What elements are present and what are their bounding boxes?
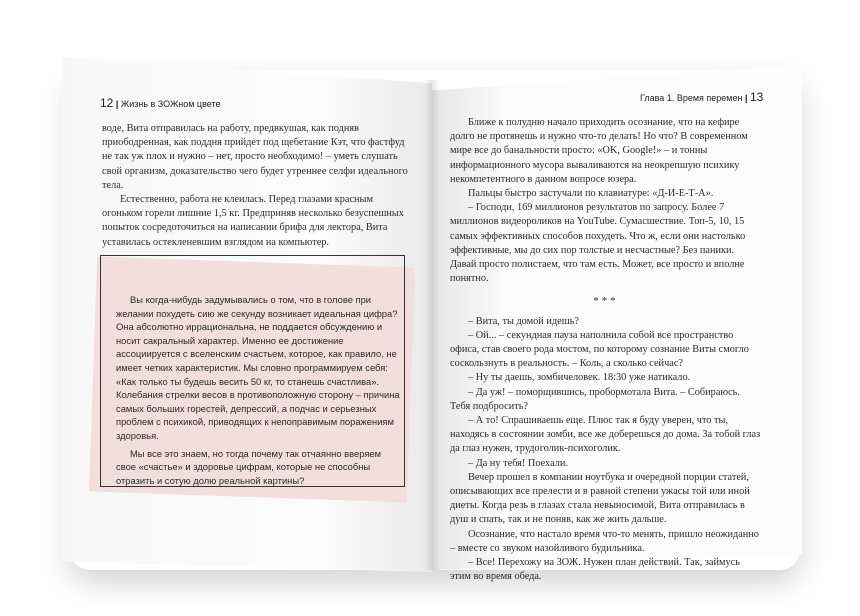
section-separator: *** <box>593 295 619 308</box>
left-page-header: 12 | Жизнь в ЗОЖном цвете <box>100 96 221 110</box>
paragraph: Осознание, что настало время что-то менять, пришло неожиданно – вместе со звуком назойливого будильника. <box>450 528 759 554</box>
left-page-number: 12 <box>100 96 114 110</box>
book-spine <box>424 80 440 570</box>
right-page-number: 13 <box>750 90 764 104</box>
paragraph: – Господи, 169 миллионов результатов по запросу. Более 7 миллионов видеороликов на YouTube. Сумасшествие. Топ-5, 10, 15 самых эффективных способов похудеть. Что ж, если они настолько эффективные, мы до сих пор толстые и несчастные? Без паники. Давай просто полистаем, что там есть. Может, все просто и вполне понятно. <box>450 202 746 285</box>
paragraph: – А то! Спрашиваешь еще. Плюс так я буду уверен, что ты, находясь в состоянии зомби, все же доберешься до дома. За тобой глаз да глаз нужен, трудоголик-психоголик. <box>450 415 761 455</box>
right-running-head: Глава 1. Время перемен <box>640 93 743 103</box>
paragraph: Вечер прошел в компании ноутбука и очередной порции статей, описывающих все прелести и в равной степени ужасы той или иной диеты. Когда резь в глазах стала невыносимой, Вита отправилась в душ и спать, так и не поняв, как же жить дальше. <box>450 471 750 526</box>
right-page-header: Глава 1. Время перемен | 13 <box>640 90 764 104</box>
paragraph: Ближе к полудню начало приходить осознание, что на кефире долго не протянешь и нужно что-то делать! Но что? В современном мире все до банальности просто: «OK, Google!» – и тонны информационного мусора вываливаются на неокрепшую психику некомпетентного в данном вопросе юзера. <box>450 117 748 185</box>
left-running-head: Жизнь в ЗОЖном цвете <box>120 99 221 109</box>
paragraph: воде, Вита отправилась на работу, предвкушая, как подняв приободренная, как поддня прийдет под щебетание Кэт, что фастфуд не так уж плох и нужно – нет, просто необходимо! – уметь слушать свой организм, доказательство чего будет утреннее селфи идеального тела. <box>102 123 408 191</box>
paragraph: Естественно, работа не клеилась. Перед глазами красным огоньком горели лишние 1,5 кг. Предприняв несколько безуспешных попыток сосредоточиться на написании брифа для лектора, Вита уставилась остекленевшим взглядом на компьютер. <box>102 194 404 248</box>
quote-paragraph: Мы все это знаем, но тогда почему так отчаянно вверяем свое «счастье» и здоровье цифрам, которые не способны отразить и сотую долю реальной картины? <box>116 447 382 486</box>
quote-block <box>116 293 402 491</box>
paragraph: – Ну ты даешь, зомбичеловек. 18:30 уже натикало. <box>468 372 691 384</box>
quote-paragraph: Вы когда-нибудь задумывались о том, что в голове при желании похудеть сию же секунду возникает идеальная цифра? Она абсолютно иррациональна, не поддается обсуждению и носит сакральный характер. Именно ее достижение ассоциируется с вселенским счастьем, которое, как правило, не имеет четких характеристик. Мы словно программируем себя: «Как только ты будешь весить 50 кг, то станешь счастлива». Колебания стрелки весов в противоположную сторону – причина самых больших горестей, депрессий, а подчас и серьезных проблем с психикой, приводящих к непоправимым поражениям здоровья. <box>116 294 400 441</box>
paragraph: Пальцы быстро застучали по клавиатуре: «Д-И-Е-Т-А». <box>468 188 714 200</box>
right-body-text <box>450 116 762 585</box>
paragraph: – Вита, ты домой идешь? <box>468 315 579 327</box>
paragraph: – Ой... – секундная пауза наполнила собой все пространство офиса, став своего рода мостом, по которому сознание Виты смогло соскользнуть в реальность. – Коль, а сколько сейчас? <box>450 329 749 370</box>
paragraph: – Да уж! – поморщившись, пробормотала Вита. – Собираюсь. Тебя подбросить? <box>450 386 740 412</box>
paragraph: – Все! Перехожу на ЗОЖ. Нужен план действий. Так, займусь этим во время обеда. <box>450 557 740 583</box>
left-body-text <box>102 122 412 250</box>
paragraph: – Да ну тебя! Поехали. <box>468 457 568 469</box>
